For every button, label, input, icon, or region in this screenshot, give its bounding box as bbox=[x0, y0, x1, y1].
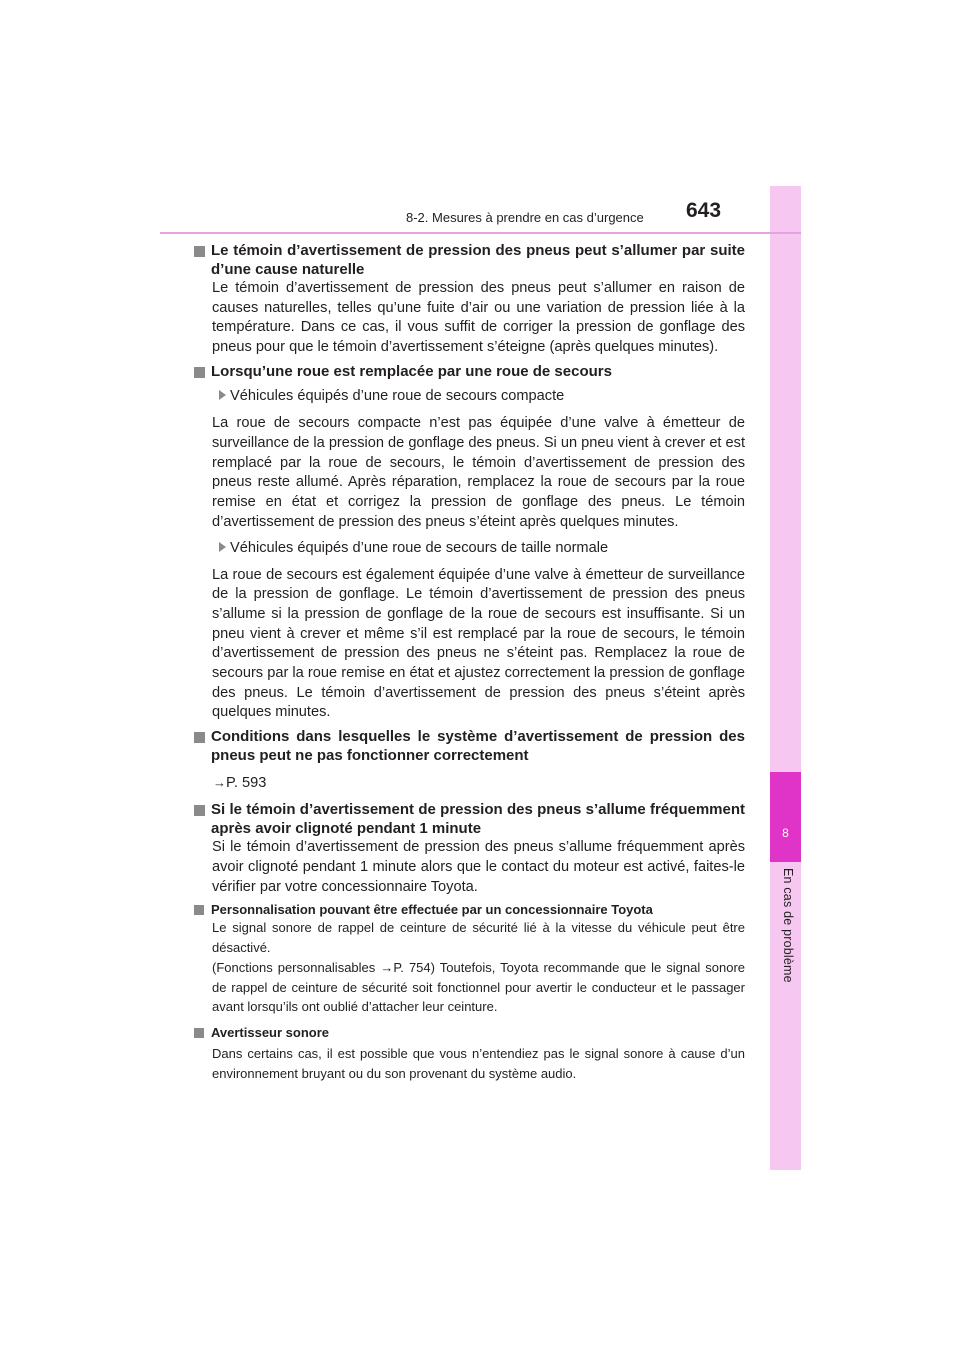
section-heading: Si le témoin d’avertissement de pression des pneus s’allume fréquemment après avoir clignoté pendant 1 minute bbox=[211, 801, 745, 837]
body-text: (Fonctions personnalisables bbox=[212, 959, 381, 975]
subsection-label: Véhicules équipés d’une roue de secours compacte bbox=[230, 388, 565, 405]
arrow-right-icon: → bbox=[380, 959, 394, 975]
section-conditions bbox=[211, 728, 745, 793]
chapter-title: En cas de problème bbox=[781, 868, 795, 983]
section-body: La roue de secours est également équipée d’une valve à émetteur de surveillance de la pression de gonflage. Le témoin d’avertissement de pression des pneus s’allume si la pression de gonflage de la roue de secours est insuffisante. Si un pneu vient à crever et même s’il est remplacé par la roue de secours, le témoin d’avertissement de pression des pneus ne s’éteint pas. Remplacez la roue de secours par la roue remise en état et ajustez correctement la pression de gonflage des pneus. Le témoin d’avertissement de pression des pneus s’éteint après quelques minutes. bbox=[212, 566, 745, 721]
triangle-bullet-icon bbox=[219, 542, 226, 552]
section-body: Si le témoin d’avertissement de pression des pneus s’allume fréquemment après avoir clignoté pendant 1 minute alors que le contact du moteur est activé, faites-le vérifier par votre concessionnaire Toyota. bbox=[212, 839, 745, 895]
section-buzzer bbox=[211, 1025, 745, 1084]
section-heading: Avertisseur sonore bbox=[211, 1025, 330, 1041]
chapter-tab-active[interactable] bbox=[770, 772, 801, 862]
section-heading: Conditions dans lesquelles le système d’avertissement de pression des pneus peut ne pas fonctionner correctement bbox=[211, 728, 745, 764]
section-spare-wheel bbox=[211, 363, 745, 723]
section-natural-cause bbox=[211, 242, 745, 358]
page-reference[interactable] bbox=[211, 773, 745, 793]
square-bullet-icon bbox=[194, 732, 205, 743]
section-customization bbox=[211, 902, 745, 1017]
square-bullet-icon bbox=[194, 805, 205, 816]
square-bullet-icon bbox=[194, 905, 204, 915]
section-body bbox=[211, 958, 745, 1017]
section-header: 8-2. Mesures à prendre en cas d’urgence bbox=[406, 210, 644, 225]
reference-label: P. 593 bbox=[226, 775, 267, 792]
section-body: Dans certains cas, il est possible que vous n’entendiez pas le signal sonore à cause d’un environnement bruyant ou du son provenant du système audio. bbox=[212, 1046, 745, 1082]
square-bullet-icon bbox=[194, 1028, 204, 1038]
section-heading: Le témoin d’avertissement de pression des pneus peut s’allumer par suite d’une cause naturelle bbox=[211, 242, 745, 278]
body-text: P. 754) Toutefois, Toyota recommande que le signal sonore de rappel de ceinture de sécurité soit fonctionnel pour avertir le conducteur et le passager avant lorsqu’ils ont oublié d’attacher leur ceinture. bbox=[212, 959, 745, 1015]
section-heading: Lorsqu’une roue est remplacée par une roue de secours bbox=[211, 362, 612, 380]
page-number: 643 bbox=[686, 199, 722, 222]
square-bullet-icon bbox=[194, 246, 205, 257]
section-heading: Personnalisation pouvant être effectuée par un concessionnaire Toyota bbox=[211, 902, 653, 918]
triangle-bullet-icon bbox=[219, 390, 226, 400]
subsection-label: Véhicules équipés d’une roue de secours de taille normale bbox=[230, 539, 609, 556]
section-frequent-warning bbox=[211, 801, 745, 897]
subsection-compact bbox=[211, 387, 745, 406]
section-body: Le signal sonore de rappel de ceinture de sécurité lié à la vitesse du véhicule peut être désactivé. bbox=[212, 920, 745, 956]
section-body: Le témoin d’avertissement de pression des pneus peut s’allumer en raison de causes naturelles, telles qu’une fuite d’air ou une variation de pression liée à la température. Dans ce cas, il vous suffit de corriger la pression de gonflage des pneus pour que le témoin d’avertissement s’éteigne (après quelques minutes). bbox=[212, 280, 745, 356]
page-content bbox=[211, 242, 745, 1089]
section-body: La roue de secours compacte n’est pas équipée d’une valve à émetteur de surveillance de la pression de gonflage des pneus. Si un pneu vient à crever et est remplacé par la roue de secours, le témoin d’avertissement de pression des pneus reste allumé. Après réparation, remplacez la roue de secours par la roue remise en état et corrigez la pression de gonflage des pneus. Le témoin d’avertissement de pression des pneus s’éteint après quelques minutes. bbox=[212, 415, 746, 530]
arrow-right-icon: → bbox=[213, 775, 226, 791]
square-bullet-icon bbox=[194, 367, 205, 378]
chapter-number: 8 bbox=[782, 826, 789, 840]
chapter-side-tab bbox=[770, 186, 801, 1170]
header-rule bbox=[160, 232, 801, 234]
subsection-full-size bbox=[211, 539, 745, 558]
